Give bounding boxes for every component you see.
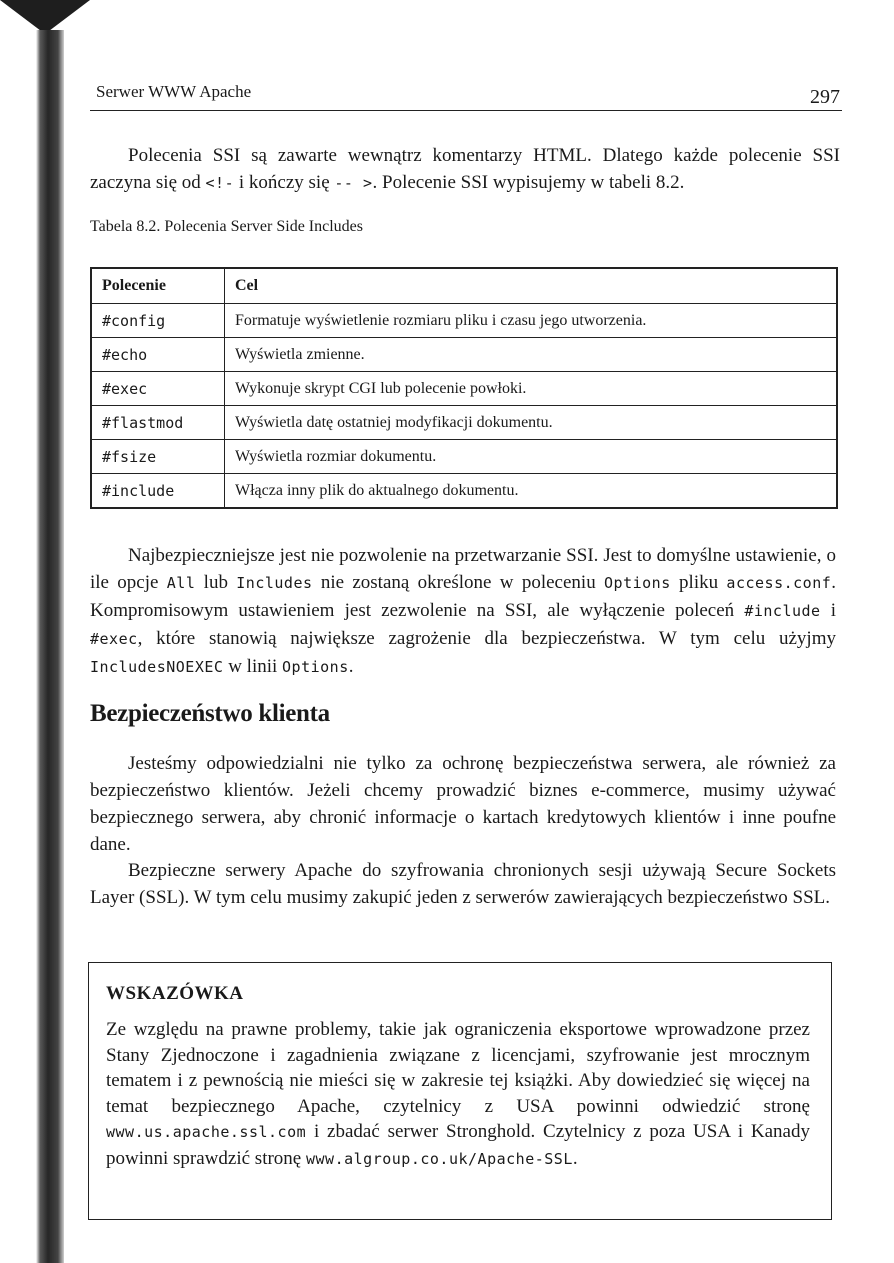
ssl-paragraph: Bezpieczne serwery Apache do szyfrowania chronionych sesji używają Secure Sockets Layer (SSL). W tym celu musimy zakupić jeden z serwerów zawierających bezpieczeństwo SSL. [90, 860, 836, 908]
intro-text: . Polecenie SSI wypisujemy w tabeli 8.2. [372, 172, 685, 193]
purpose-cell: Wykonuje skrypt CGI lub polecenie powłoki. [225, 372, 838, 406]
running-header [90, 80, 842, 111]
tip-body-text: Ze względu na prawne problemy, takie jak ograniczenia eksportowe wprowadzone przez Stany Zjednoczone i zagadnienia związane z licencjami, szyfrowanie jest mrocznym tematem i z pewnością nie mieści się w zakresie tej książki. Aby dowiedzieć się więcej na temat bezpiecznego Apache, czytelnicy z USA powinni odwiedzić stronę [106, 1019, 810, 1117]
command-cell: #echo [91, 338, 225, 372]
table-row [91, 304, 837, 338]
paragraph-text: . [348, 656, 354, 677]
inline-code: Options [604, 574, 671, 592]
inline-code: #exec [90, 630, 138, 648]
client-security-paragraph: Jesteśmy odpowiedzialni nie tylko za ochronę bezpieczeństwa serwera, ale również za bezpieczeństwo klientów. Jeżeli chcemy prowadzić biznes e-commerce, musimy używać bezpiecznego serwera, aby chronić informacje o kartach kredytowych klientów i inne poufne dane. [90, 753, 836, 855]
purpose-cell: Włącza inny plik do aktualnego dokumentu. [225, 474, 838, 509]
command-cell: #config [91, 304, 225, 338]
command-cell: #include [91, 474, 225, 509]
apache-ssl-url: www.algroup.co.uk/Apache-SSL [305, 1149, 573, 1168]
table-row [91, 338, 837, 372]
inline-code: Includes [236, 574, 313, 592]
inline-code: access.conf [726, 574, 832, 592]
paragraph-text: i [820, 600, 837, 621]
intro-text: i kończy się [234, 172, 335, 193]
intro-paragraph [90, 142, 840, 197]
column-header-command: Polecenie [91, 268, 225, 304]
tip-heading: WSKAZÓWKA [106, 983, 244, 1004]
tip-text [106, 1017, 810, 1172]
ssi-commands-table [90, 267, 838, 509]
purpose-cell: Formatuje wyświetlenie rozmiaru pliku i czasu jego utworzenia. [225, 304, 838, 338]
table-header-row [91, 268, 837, 304]
inline-code: All [166, 574, 196, 592]
purpose-cell: Wyświetla datę ostatniej modyfikacji dokumentu. [225, 406, 838, 440]
intro-text: Polecenia SSI są zawarte wewnątrz komentarzy HTML. Dlatego każde polecenie SSI zaczyna się od [90, 145, 840, 193]
comment-close-code: -- > [334, 174, 373, 192]
tip-box [88, 962, 832, 1220]
table-row [91, 440, 837, 474]
command-cell: #fsize [91, 440, 225, 474]
table-row [91, 372, 837, 406]
paragraph-text: Najbezpieczniejsze jest nie pozwolenie na przetwarzanie SSI. Jest to domyślne ustawienie, o ile opcje [90, 545, 836, 593]
tip-body-text: i zbadać serwer Stronghold. Czytelnicy z poza USA i Kanady powinni sprawdzić stronę [106, 1121, 810, 1169]
paragraph-text: w linii [223, 656, 283, 677]
inline-code: #include [744, 602, 821, 620]
inline-code: IncludesNOEXEC [90, 658, 224, 676]
table-row [91, 474, 837, 509]
command-cell: #exec [91, 372, 225, 406]
page-number: 297 [810, 86, 840, 108]
paragraph-text: . Kompromisowym ustawieniem jest zezwolenie na SSI, ale wyłączenie poleceń [90, 572, 837, 621]
paragraph-text: , które stanowią największe zagrożenie dla bezpieczeństwa. W tym celu użyjmy [137, 628, 836, 649]
paragraph-text: pliku [670, 572, 727, 593]
ssi-security-paragraph [90, 542, 836, 681]
book-binding-shadow [34, 30, 64, 1263]
inline-code: Options [282, 658, 349, 676]
tip-body-text: . [572, 1147, 578, 1169]
stronghold-url: www.us.apache.ssl.com [106, 1123, 307, 1141]
command-cell: #flastmod [91, 406, 225, 440]
header-title: Serwer WWW Apache [96, 82, 252, 101]
paragraph-text: lub [195, 572, 237, 593]
table-row [91, 406, 837, 440]
paragraph-text: nie zostaną określone w poleceniu [312, 572, 605, 593]
comment-open-code: <!- [205, 174, 235, 192]
purpose-cell: Wyświetla zmienne. [225, 338, 838, 372]
table-caption: Tabela 8.2. Polecenia Server Side Includes [90, 218, 364, 235]
section-heading: Bezpieczeństwo klienta [90, 700, 330, 727]
column-header-purpose: Cel [225, 268, 838, 304]
purpose-cell: Wyświetla rozmiar dokumentu. [225, 440, 838, 474]
